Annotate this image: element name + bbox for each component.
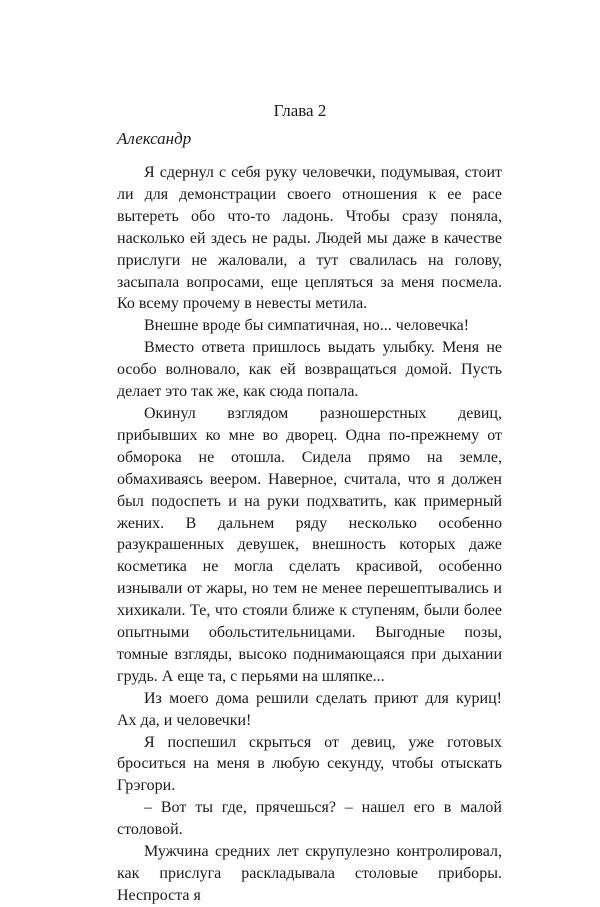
paragraph: Вместо ответа пришлось выдать улыбку. Меня не особо волновало, как ей возвращаться домой. Пусть делает это так же, как сюда попала. xyxy=(117,339,502,401)
paragraph: Внешне вроде бы симпатичная, но... человечка! xyxy=(144,317,470,335)
paragraph: – Вот ты где, прячешься? – нашел его в малой столовой. xyxy=(117,799,502,839)
paragraph: Окинул взглядом разношерстных девиц, прибывших ко мне во дворец. Одна по-прежнему от обморока не отошла. Сидела прямо на земле, обмахиваясь веером. Наверное, считала, что я должен был подоспеть и на руки подхватить, как примерный жених. В дальнем ряду несколько особенно разукрашенных девушек, внешность которых даже косметика не могла сделать красивой, особенно изнывали от жары, но тем не менее перешептывались и хихикали. Те, что стояли ближе к ступеням, были более опытными обольстительницами. Выгодные позы, томные взгляды, высоко поднимающаяся при дыхании грудь. А еще та, с перьями на шляпке... xyxy=(117,404,502,685)
body-text xyxy=(117,162,502,907)
paragraph: Из моего дома решили сделать приют для куриц! Ах да, и человечки! xyxy=(117,689,502,729)
paragraph: Я поспешил скрыться от девиц, уже готовых броситься на меня в любую секунду, чтобы отыскать Грэгори. xyxy=(117,733,502,795)
paragraph: Мужчина средних лет скрупулезно контролировал, как прислуга раскладывала столовые приборы. Неспроста я xyxy=(117,843,502,904)
paragraph: Я сдернул с себя руку человечки, подумывая, стоит ли для демонстрации своего отношения к ее расе вытереть обо что-то ладонь. Чтобы сразу поняла, насколько ей здесь не рады. Людей мы даже в качестве прислуги не жаловали, а тут свалилась на голову, засыпала вопросами, еще цепляться за меня посмела. Ко всему прочему в невесты метила. xyxy=(117,164,502,313)
chapter-title: Глава 2 xyxy=(273,101,327,120)
chapter-subtitle: Александр xyxy=(117,129,192,148)
